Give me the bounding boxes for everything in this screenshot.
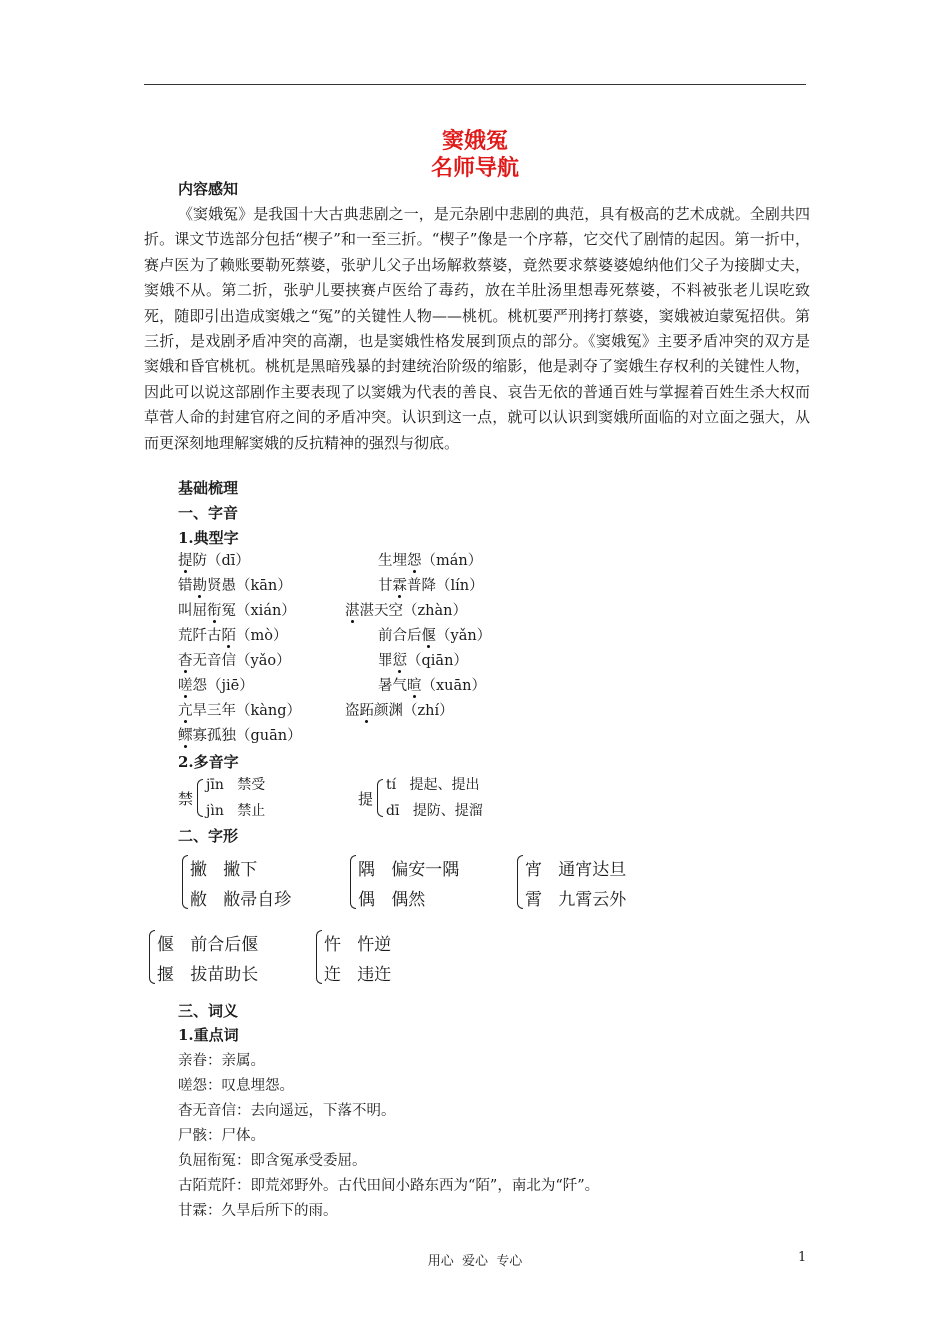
subheading-key-words: 1.重点词 <box>178 1026 239 1044</box>
polyphone-reading: dī 提防、提溜 <box>386 803 483 819</box>
word-definition: 负屈衔冤：即含冤承受委屈。 <box>178 1153 367 1169</box>
polyphone-reading: jìn 禁止 <box>206 803 266 819</box>
brace <box>350 855 356 909</box>
pron-item: 暑气暄（xuān） <box>378 678 486 694</box>
word-definition: 嗟怨：叹息埋怨。 <box>178 1078 294 1094</box>
glyph-pair: 偶 偶然 <box>358 890 426 910</box>
pron-item: 盗跖颜渊（zhí） <box>345 703 454 719</box>
glyph-pair: 隅 偏安一隅 <box>358 860 460 880</box>
pron-item: 亢旱三年（kàng） <box>178 703 302 719</box>
glyph-pair: 忤 忤逆 <box>324 935 392 955</box>
content-paragraph: 《窦娥冤》是我国十大古典悲剧之一，是元杂剧中悲剧的典范，具有极高的艺术成就。全剧共四折。课文节选部分包括“楔子”和一至三折。“楔子”像是一个序幕，它交代了剧情的起因。第一折中，赛卢医为了赖账要勒死蔡婆，张驴儿父子出场解救蔡婆，竟然要求蔡婆婆媳纳他们父子为接脚丈夫，窦娥不从。第二折，张驴儿要挟赛卢医给了毒药，放在羊肚汤里想毒死蔡婆，不料被张老儿误吃致死，随即引出造成窦娥之“冤”的关键性人物——桃杌。桃杌要严刑拷打蔡婆，窦娥被迫蒙冤招供。第三折，是戏剧矛盾冲突的高潮，也是窦娥性格发展到顶点的部分。《窦娥冤》主要矛盾冲突的双方是窦娥和昏官桃杌。桃杌是黑暗残暴的封建统治阶级的缩影，他是剥夺了窦娥生存权利的关键性人物，因此可以说这部剧作主要表现了以窦娥为代表的善良、哀告无依的普通百姓与掌握着百姓生杀大权而草菅人命的封建官府之间的矛盾冲突。认识到这一点，就可以认识到窦娥所面临的对立面之强大，从而更深刻地理解窦娥的反抗精神的强烈与彻底。 <box>144 205 810 452</box>
brace <box>316 930 322 984</box>
pron-item: 生埋怨（mán） <box>378 553 483 569</box>
pron-item: 湛湛天空（zhàn） <box>345 603 467 619</box>
document-subtitle: 名师导航 <box>430 155 519 181</box>
polyphone-reading: jīn 禁受 <box>206 777 266 793</box>
section-heading-basics: 基础梳理 <box>178 479 239 497</box>
polyphone-char: 禁 <box>178 790 194 808</box>
glyph-pair: 迕 违迕 <box>324 965 392 985</box>
pron-item: 鳏寡孤独（guān） <box>178 728 302 744</box>
brace <box>197 779 203 817</box>
section-heading-pronunciation: 一、字音 <box>178 504 239 522</box>
section-heading-glyphs: 二、字形 <box>178 827 239 845</box>
word-definition: 尸骸：尸体。 <box>178 1128 265 1144</box>
pron-item: 叫屈衔冤（xián） <box>178 603 296 619</box>
section-heading-content: 内容感知 <box>178 180 239 198</box>
word-definition: 甘霖：久旱后所下的雨。 <box>178 1203 338 1219</box>
subheading-polyphones: 2.多音字 <box>178 753 239 771</box>
glyph-pair: 撇 撇下 <box>190 860 258 880</box>
section-heading-meanings: 三、词义 <box>178 1002 239 1020</box>
document-title: 窦娥冤 <box>441 128 508 154</box>
glyph-pair: 敝 敝帚自珍 <box>190 890 292 910</box>
pron-item: 杳无音信（yǎo） <box>178 653 291 669</box>
glyph-pair: 揠 拔苗助长 <box>157 965 259 985</box>
subheading-typical-chars: 1.典型字 <box>178 529 239 547</box>
polyphone-reading: tí 提起、提出 <box>386 777 480 793</box>
word-definition: 杳无音信：去向遥远，下落不明。 <box>178 1103 396 1119</box>
pron-item: 嗟怨（jiē） <box>178 678 254 694</box>
glyph-pair: 宵 通宵达旦 <box>525 860 627 880</box>
header-rule <box>144 84 806 85</box>
word-definition: 古陌荒阡：即荒郊野外。古代田间小路东西为“陌”，南北为“阡”。 <box>178 1178 600 1194</box>
pron-item: 荒阡古陌（mò） <box>178 628 288 644</box>
footer-motto: 用心 爱心 专心 <box>427 1254 523 1269</box>
pron-item: 罪愆（qiān） <box>378 653 468 669</box>
pron-item: 甘霖普降（lín） <box>378 578 484 594</box>
glyph-pair: 偃 前合后偃 <box>157 935 259 955</box>
pron-item: 错勘贤愚（kān） <box>178 578 292 594</box>
glyph-pair: 霄 九霄云外 <box>525 890 627 910</box>
pron-item: 前合后偃（yǎn） <box>378 628 492 644</box>
word-definition: 亲眷：亲属。 <box>178 1053 265 1069</box>
brace <box>182 855 188 909</box>
brace <box>149 930 155 984</box>
brace <box>517 855 523 909</box>
page-number: 1 <box>798 1250 807 1265</box>
pron-item: 提防（dī） <box>178 553 250 569</box>
polyphone-char: 提 <box>358 790 374 808</box>
brace <box>377 779 383 817</box>
